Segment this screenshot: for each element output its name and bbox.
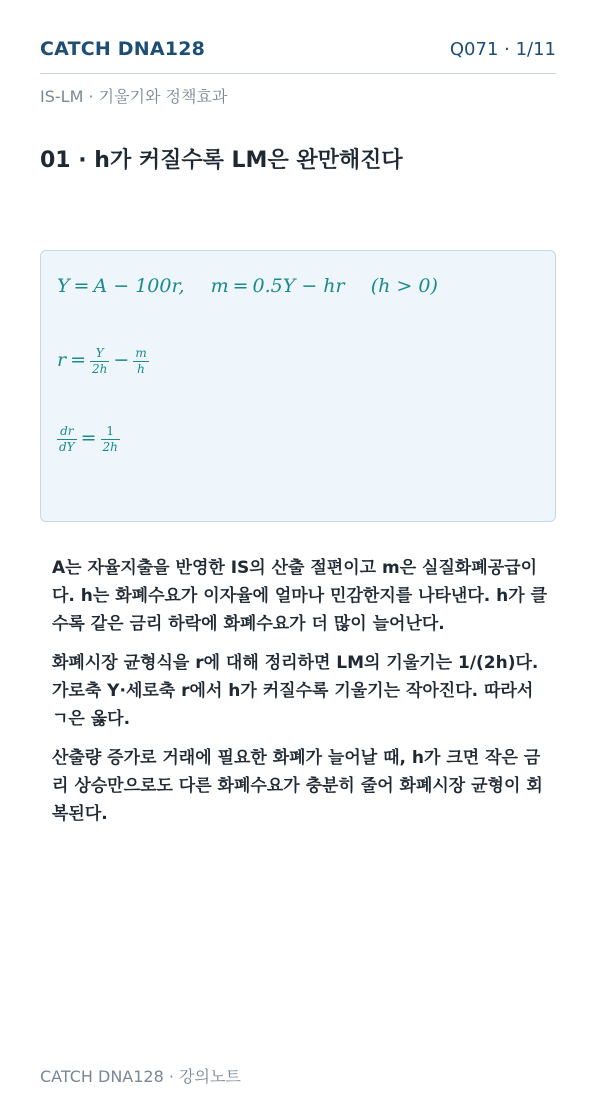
page-header	[40, 36, 556, 74]
fraction-denominator: h	[137, 361, 145, 376]
brand-title: CATCH DNA128	[40, 38, 206, 60]
paragraph-slope: 화폐시장 균형식을 r에 대해 정리하면 LM의 기울기는 1/(2h)다. 가로축 Y·세로축 r에서 h가 커질수록 기울기는 작아진다. 따라서 ㄱ은 옳다.	[52, 653, 539, 729]
formula-lm-solved: r = $\frac{Y}{2h}$ − $\frac{m}{h}$	[57, 346, 147, 376]
fraction-numerator: 1	[101, 425, 120, 440]
fraction-numerator: m	[135, 346, 147, 360]
fraction-denominator: 2h	[92, 361, 108, 376]
fraction-y-over-2h	[90, 347, 109, 375]
formula-condition: (h > 0)	[370, 275, 438, 297]
formula-lm-lhs: m	[210, 275, 229, 297]
formula-box	[40, 250, 556, 522]
fraction-numerator: Y	[90, 347, 109, 362]
fraction-m-over-h	[133, 347, 148, 375]
formula-slope: $\frac{dr}{dY}$ = $\frac{1}{2h}$	[59, 424, 118, 454]
formula-lm-rhs: 0.5Y − hr	[252, 275, 345, 297]
fraction-denominator: dY	[59, 439, 75, 454]
formula-r-lhs: r	[57, 349, 67, 372]
fraction-1-over-2h	[101, 425, 120, 453]
page-footer: CATCH DNA128 · 강의노트	[40, 1067, 241, 1086]
section-subtitle: IS-LM · 기울기와 정책효과	[40, 87, 228, 106]
paragraph-intuition: 산출량 증가로 거래에 필요한 화폐가 늘어날 때, h가 크면 작은 금리 상승만으로도 다른 화폐수요가 충분히 줄어 화폐시장 균형이 회복된다.	[52, 748, 543, 824]
fraction-dr-over-dy	[57, 425, 77, 453]
formula-is-lm: Y = A − 100r, m = 0.5Y − hr (h > 0)	[57, 275, 438, 297]
page-title: 01 · h가 커질수록 LM은 완만해진다	[40, 148, 403, 173]
formula-is-lhs: Y	[57, 275, 70, 297]
formula-is-rhs: A − 100r,	[93, 275, 185, 297]
question-counter: Q071 · 1/11	[449, 39, 556, 60]
fraction-denominator: 2h	[102, 439, 118, 454]
fraction-numerator: dr	[57, 425, 77, 440]
paragraph-definitions: A는 자율지출을 반영한 IS의 산출 절편이고 m은 실질화폐공급이다. h는 화폐수요가 이자율에 얼마나 민감한지를 나타낸다. h가 클수록 같은 금리 하락에 화폐수요가 더 많이 늘어난다.	[52, 558, 548, 634]
